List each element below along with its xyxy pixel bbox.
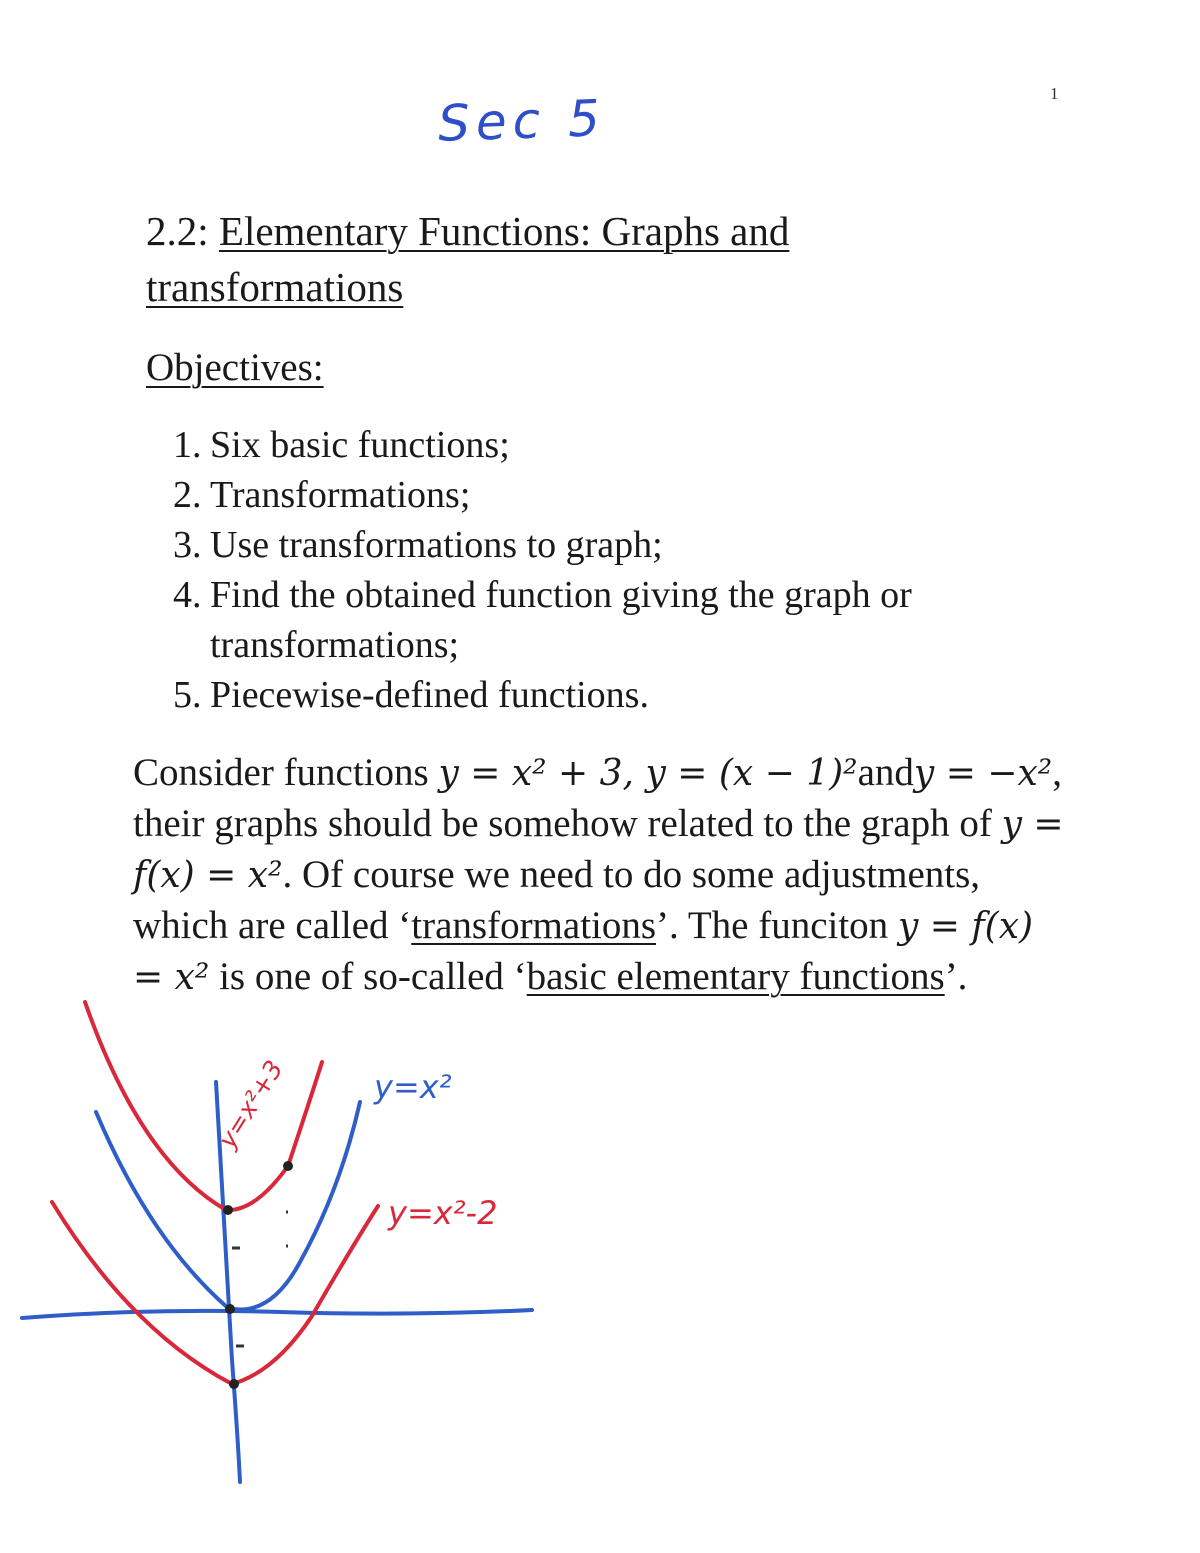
vertex-dot [225,1304,235,1314]
function-reflect: y = −x² [913,753,1053,794]
paragraph-text: . Of course we need to do some adjustments, which are called ‘ [133,853,981,947]
function-shift-right: y = (x − 1)² [645,753,858,794]
section-title-line2: transformations [146,264,404,310]
objective-text: Six basic functions; [210,424,510,466]
objective-text: Transformations; [210,474,471,516]
objective-text: Piecewise-defined functions. [210,674,649,716]
paragraph-text: , their graphs should be somehow related to the graph of [133,751,1062,845]
handwritten-section-note: Sec 5 [437,89,607,153]
section-title-line1: Elementary Functions: Graphs and [218,208,790,254]
function-shift-up: y = x² + 3, [438,753,646,794]
vertex-dot [229,1379,239,1389]
objective-number: 2. [173,474,202,516]
label-base: y=x² [374,1068,452,1106]
objective-text: Find the obtained function giving the graph or transformations; [210,574,912,666]
objective-number: 5. [173,674,202,716]
base-function: y = f(x) = x² [133,804,1064,896]
paragraph-text: is one of so-called ‘ [209,955,527,998]
objectives-heading: Objectives: [146,346,324,389]
label-shift-up: y=x²+3 [212,1055,289,1154]
objective-text: Use transformations to graph; [210,524,663,566]
objective-number: 1. [173,424,202,466]
shift-up-parabola-curve [85,1002,322,1210]
transformations-term: transformations [411,904,657,947]
base-function-repeat: y = f(x) = x² [133,906,1034,998]
y-axis-ticks [232,1212,288,1346]
paragraph-closing: ’. [944,955,968,998]
paragraph-consider: Consider functions [133,751,439,794]
paragraph-text: ’. The funciton [656,904,898,947]
vertex-dot [223,1205,233,1215]
objective-number: 4. [173,574,202,616]
label-shift-down: y=x²-2 [388,1194,498,1232]
point-dot [283,1161,293,1171]
objective-number: 3. [173,524,202,566]
basic-elementary-term: basic elementary functions [526,955,945,998]
x-axis [22,1310,532,1318]
shift-down-parabola-curve [52,1202,378,1384]
page-number: 1 [1050,84,1059,103]
section-number: 2.2: [146,208,209,254]
and-word: and [857,751,914,794]
